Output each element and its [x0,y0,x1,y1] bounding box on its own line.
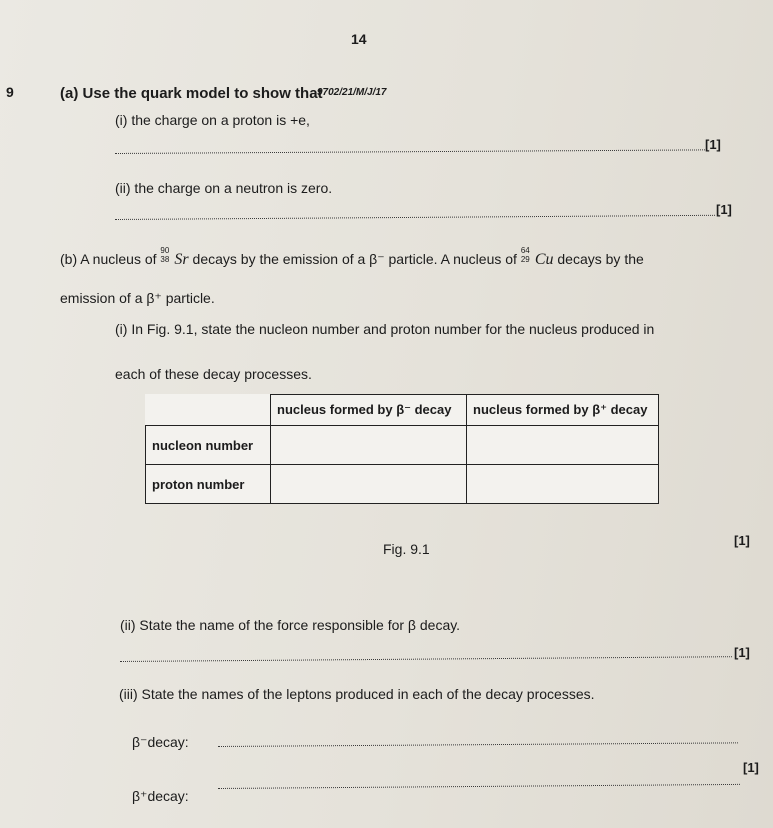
mark-a-i: [1] [705,137,721,152]
cell-proton-beta-plus[interactable] [467,465,659,504]
part-b-lead: (b) A nucleus of [60,251,157,267]
part-a-i-text: (i) the charge on a proton is +e, [115,112,310,128]
answer-line-beta-plus[interactable] [218,784,740,789]
mark-b-iii: [1] [743,760,759,775]
part-b-iii-text: (iii) State the names of the leptons produced in each of the decay processes. [119,686,595,702]
header-beta-minus: nucleus formed by β⁻ decay [271,395,467,426]
part-a-prompt: Use the quark model to show that [82,85,323,102]
answer-line-a-i[interactable] [115,149,705,154]
sr-mass-number: 90 [160,246,170,255]
mark-b-i: [1] [734,533,750,548]
fig-9-1-table [145,394,659,504]
table-header-row [146,395,659,426]
header-beta-plus: nucleus formed by β⁺ decay [467,395,659,426]
cell-nucleon-beta-plus[interactable] [467,426,659,465]
sr-nuclide [160,246,174,266]
row-label-proton: proton number [146,465,271,504]
part-a-heading [60,85,323,102]
cu-symbol: Cu [534,251,554,268]
sr-atomic-number: 38 [160,255,170,264]
part-b-line1 [60,246,644,269]
cu-nuclide [520,246,535,266]
part-b-i-line2: each of these decay processes. [115,366,312,382]
page-number: 14 [351,31,367,47]
figure-caption: Fig. 9.1 [383,541,430,557]
answer-line-b-ii[interactable] [120,656,732,662]
table-corner-cell [146,395,271,426]
cu-atomic-number: 29 [520,255,530,264]
sr-symbol: Sr [174,251,189,268]
mark-a-ii: [1] [716,202,732,217]
part-b-ii-text: (ii) State the name of the force responsible for β decay. [120,617,461,633]
question-number: 9 [6,84,14,100]
part-a-ii-text: (ii) the charge on a neutron is zero. [115,180,333,196]
row-label-nucleon: nucleon number [146,426,271,465]
beta-plus-label: β⁺decay: [132,788,189,804]
part-b-end: decays by the [557,251,644,267]
paper-code: 9702/21/M/J/17 [317,87,387,98]
table-row [146,465,659,504]
cell-proton-beta-minus[interactable] [271,465,467,504]
beta-minus-label: β⁻decay: [132,734,189,750]
part-a-label: (a) [60,85,79,102]
answer-line-beta-minus[interactable] [218,742,738,747]
part-b-mid: decays by the emission of a β⁻ particle. A nucleus of [192,251,517,267]
answer-line-a-ii[interactable] [115,215,715,220]
cu-mass-number: 64 [520,246,530,255]
cell-nucleon-beta-minus[interactable] [271,426,467,465]
part-b-line2: emission of a β⁺ particle. [60,290,215,306]
table-row [146,426,659,465]
part-b-i-line1: (i) In Fig. 9.1, state the nucleon number and proton number for the nucleus produced in [115,321,655,337]
mark-b-ii: [1] [734,645,750,660]
